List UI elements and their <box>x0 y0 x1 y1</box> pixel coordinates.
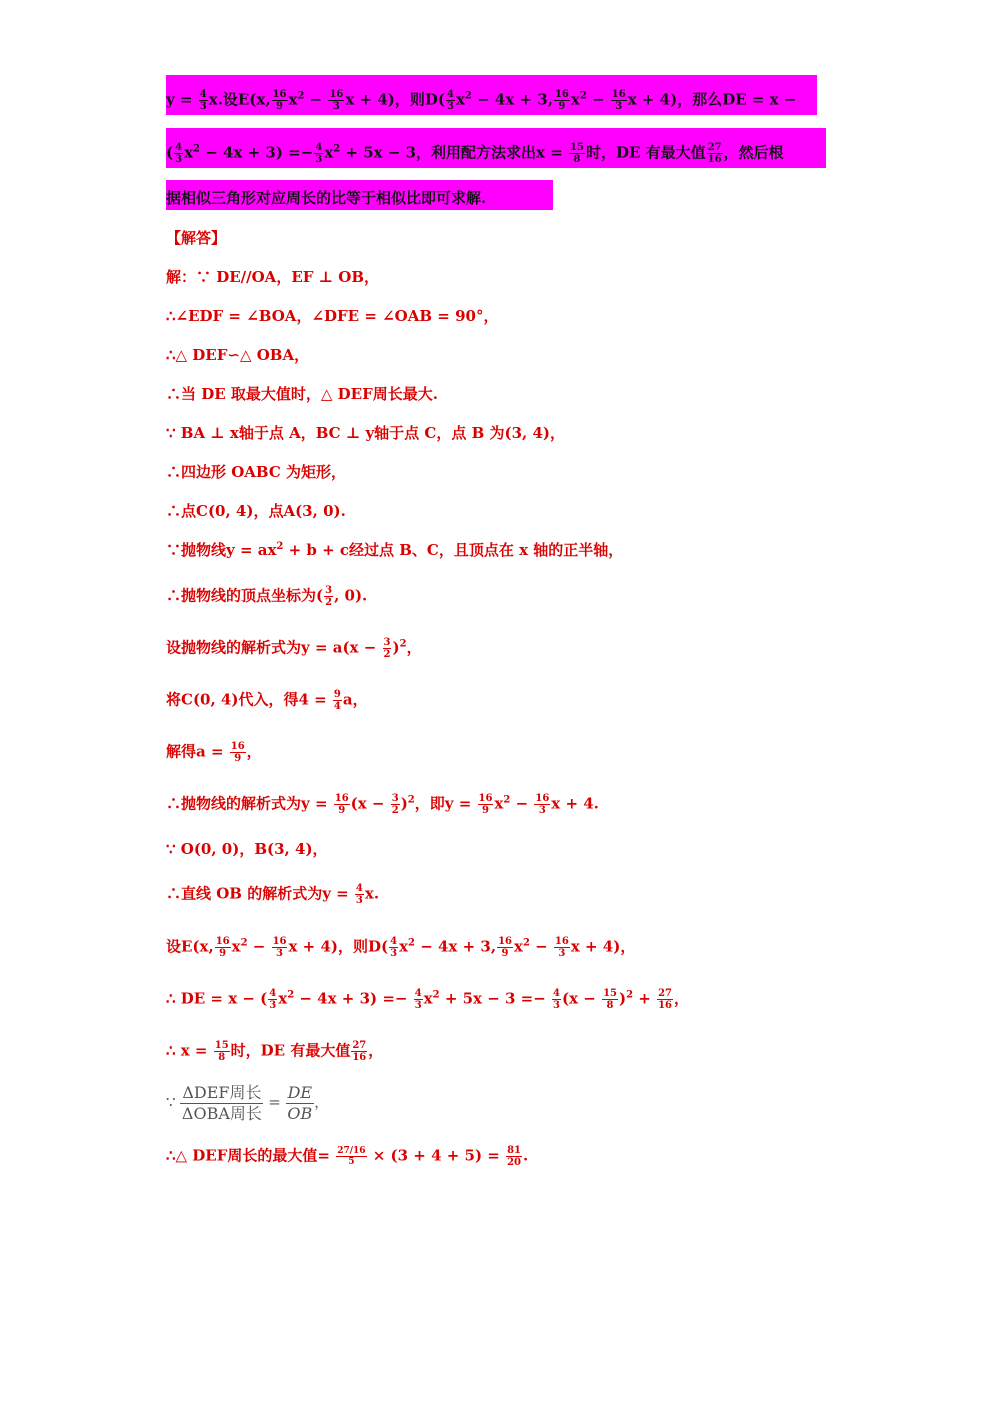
analysis-line-2: ( $\frac{4}{3}$ $x^2 - 4x + 3$) =− $\frac{4}{3}$ $x^2 + 5x - 3$，利用配方法求出x = $\frac{15}{8}$ 时，DE 有最大值 $\frac{27}{16}$ ，然后根 <box>166 142 784 165</box>
solution-step-10: 设抛物线的解析式为y = a(x − $\frac{3}{2}$ )$^2$， <box>166 637 422 660</box>
solution-step-11: 将C(0, 4)代入，得4 = $\frac{9}{4}$ a， <box>166 689 368 712</box>
solution-step-19: ∵ ΔDEF周长 ΔOBA周长 = $\frac{DE}{OB}$ ， <box>166 1082 330 1123</box>
solution-step-4: ∴当 DE 取最大值时，△ DEF周长最大. <box>166 385 438 403</box>
solution-step-1: 解：∵ DE//OA，EF ⊥ OB， <box>166 268 379 286</box>
solution-step-6: ∴四边形 OABC 为矩形， <box>166 463 347 481</box>
solution-step-18: ∴ x = $\frac{15}{8}$ 时，DE 有最大值 $\frac{27}{16}$ ， <box>166 1040 384 1063</box>
solution-step-15: ∴直线 OB 的解析式为y = $\frac{4}{3}$ x. <box>166 883 380 906</box>
solution-step-2: ∴∠EDF = ∠BOA，∠DFE = ∠OAB = 90°， <box>166 307 499 325</box>
solution-step-14: ∵ O(0, 0)，B(3, 4)， <box>166 840 328 858</box>
solution-step-5: ∵ BA ⊥ x轴于点 A，BC ⊥ y轴于点 C，点 B 为(3, 4)， <box>166 424 565 442</box>
solution-step-17: ∴ DE = x − ( $\frac{4}{3}$ $x^2 - 4x + 3$) =− $\frac{4}{3}$ $x^2 + 5x - 3$ =− $\frac{4}{3}$ (x − $\frac{15}{8}$ )$^2$ + $\frac{27}{16}$ ， <box>166 988 690 1011</box>
analysis-line-3: 据相似三角形对应周长的比等于相似比即可求解. <box>166 189 487 207</box>
answer-header: 【解答】 <box>166 229 227 247</box>
analysis-line-1: y = $\frac{4}{3}$ x.设E(x, $\frac{16}{9}$ $x^2$ − $\frac{16}{3}$ x + 4)，则D( $\frac{4}{3}$ $x^2 - 4x + 3$, $\frac{16}{9}$ $x^2$ − $\frac{16}{3}$ x + 4)，那么DE = x − <box>166 89 797 112</box>
solution-step-7: ∴点C(0, 4)，点A(3, 0). <box>166 502 346 520</box>
solution-step-12: 解得a = $\frac{16}{9}$ ， <box>166 741 262 764</box>
solution-step-20: ∴△ DEF周长的最大值= $\frac{27/16}{5}$ × (3 + 4 + 5) = $\frac{81}{20}$ . <box>166 1145 529 1168</box>
solution-step-9: ∴抛物线的顶点坐标为( $\frac{3}{2}$ , 0). <box>166 585 368 608</box>
solution-step-8: ∵抛物线$y = ax^2 + b + c$经过点 B、C，且顶点在 x 轴的正半轴， <box>166 541 624 559</box>
solution-step-16: 设E(x, $\frac{16}{9}$ $x^2$ − $\frac{16}{3}$ x + 4)，则D( $\frac{4}{3}$ $x^2 - 4x + 3$, $\frac{16}{9}$ $x^2$ − $\frac{16}{3}$ x + 4)， <box>166 936 636 959</box>
solution-step-13: ∴抛物线的解析式为y = $\frac{16}{9}$ (x − $\frac{3}{2}$ )$^2$，即y = $\frac{16}{9}$ $x^2$ − $\frac{16}{3}$ x + 4. <box>166 793 599 816</box>
solution-step-3: ∴△ DEF∽△ OBA， <box>166 346 310 364</box>
